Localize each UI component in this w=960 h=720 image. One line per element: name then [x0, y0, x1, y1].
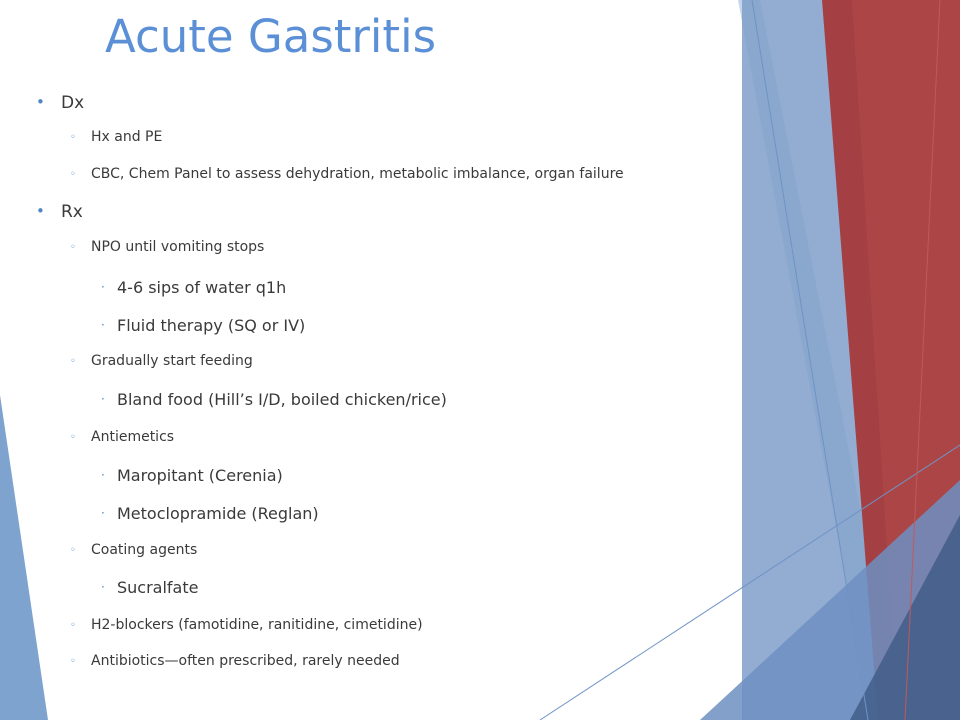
bullet-dot-icon: •: [36, 202, 45, 220]
bullet-text: NPO until vomiting stops: [91, 239, 265, 255]
sub-bullet-antiemetics: [70, 429, 174, 445]
dot-bullet-icon: ·: [101, 468, 105, 482]
bullet-text: Metoclopramide (Reglan): [117, 504, 319, 523]
dot-bullet-icon: ·: [101, 318, 105, 332]
sub-sub-bullet-water: [101, 278, 286, 297]
sub-sub-bullet-metoclopramide: [101, 504, 319, 523]
sub-bullet-antibiotics: [70, 653, 400, 669]
bullet-text: Sucralfate: [117, 578, 199, 597]
circle-bullet-icon: ◦: [70, 242, 76, 253]
bullet-text: Coating agents: [91, 542, 198, 558]
sub-sub-bullet-maropitant: [101, 466, 283, 485]
bullet-text: Dx: [61, 93, 85, 113]
bullet-dx: [36, 93, 84, 113]
bullet-dot-icon: •: [36, 93, 45, 111]
sub-sub-bullet-fluid: [101, 316, 305, 335]
sub-sub-bullet-sucralfate: [101, 578, 198, 597]
circle-bullet-icon: ◦: [70, 169, 76, 180]
left-accent-triangle: [0, 395, 48, 720]
bullet-text: Rx: [61, 202, 83, 222]
sub-bullet-npo: [70, 239, 264, 255]
bullet-text: Antiemetics: [91, 429, 175, 445]
dot-bullet-icon: ·: [101, 580, 105, 594]
sub-bullet-h2-blockers: [70, 617, 423, 633]
sub-bullet-feeding: [70, 353, 253, 369]
circle-bullet-icon: ◦: [70, 132, 76, 143]
bullet-text: Maropitant (Cerenia): [117, 466, 283, 485]
dot-bullet-icon: ·: [101, 392, 105, 406]
dot-bullet-icon: ·: [101, 506, 105, 520]
slide-title: Acute Gastritis: [105, 10, 437, 63]
sub-sub-bullet-bland-food: [101, 390, 447, 409]
bullet-text: H2-blockers (famotidine, ranitidine, cimetidine): [91, 617, 423, 633]
circle-bullet-icon: ◦: [70, 656, 76, 667]
circle-bullet-icon: ◦: [70, 356, 76, 367]
bullet-rx: [36, 202, 83, 222]
bullet-text: 4-6 sips of water q1h: [117, 278, 287, 297]
bullet-text: Bland food (Hill’s I/D, boiled chicken/rice): [117, 390, 447, 409]
sub-bullet-hx: [70, 129, 162, 145]
circle-bullet-icon: ◦: [70, 432, 76, 443]
circle-bullet-icon: ◦: [70, 620, 76, 631]
sub-bullet-coating: [70, 542, 197, 558]
sub-bullet-cbc: [70, 166, 624, 182]
circle-bullet-icon: ◦: [70, 545, 76, 556]
dot-bullet-icon: ·: [101, 280, 105, 294]
bullet-text: Hx and PE: [91, 129, 163, 145]
bullet-text: Fluid therapy (SQ or IV): [117, 316, 306, 335]
bullet-text: CBC, Chem Panel to assess dehydration, metabolic imbalance, organ failure: [91, 166, 624, 182]
bullet-text: Antibiotics—often prescribed, rarely needed: [91, 653, 400, 669]
bullet-text: Gradually start feeding: [91, 353, 253, 369]
